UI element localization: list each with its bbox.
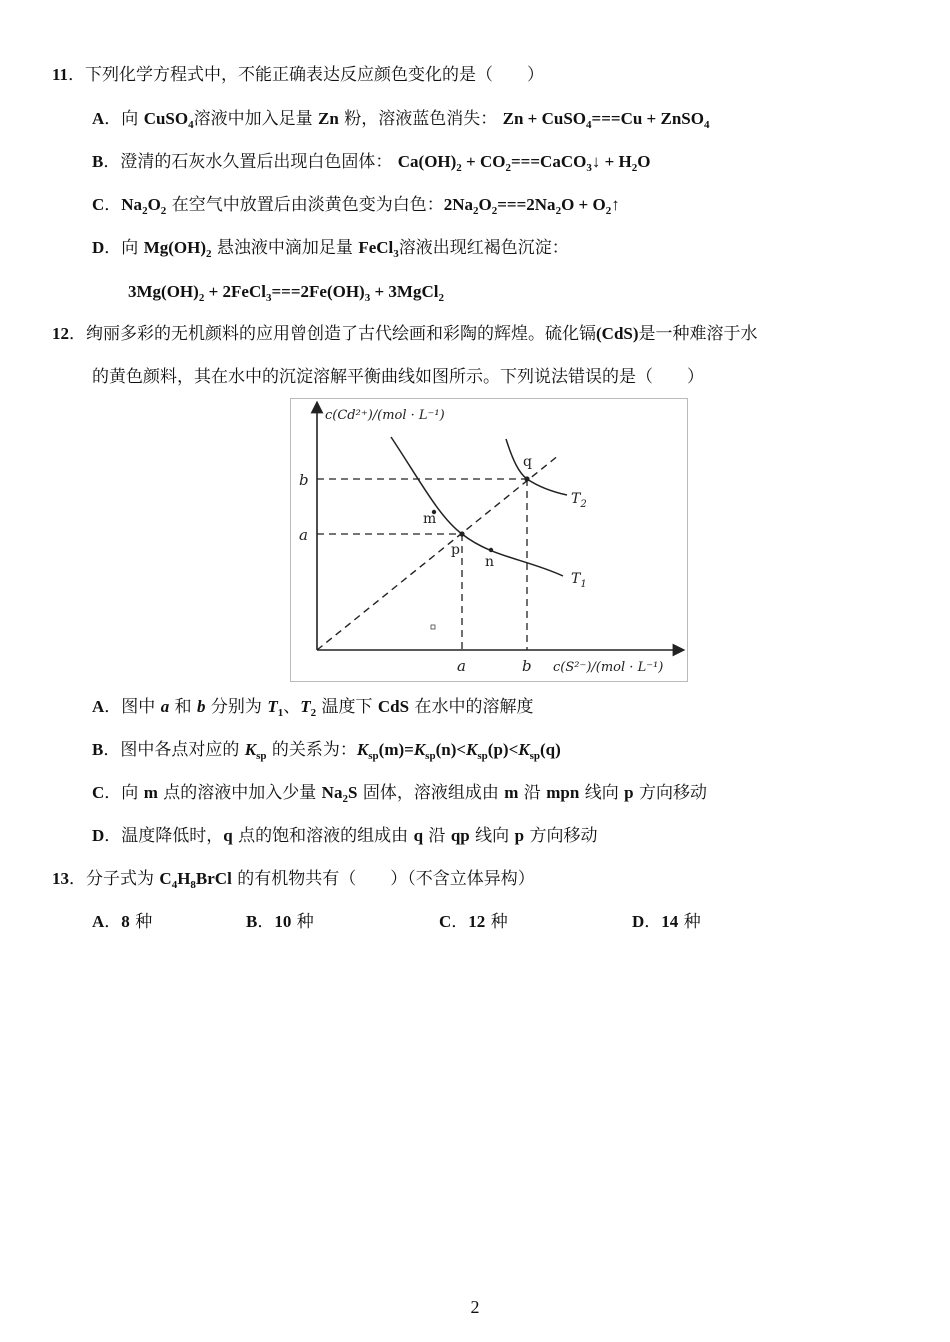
q13-option-a: A．8 种 (92, 912, 153, 932)
q12-figure (290, 398, 688, 682)
point-p (459, 531, 464, 536)
diagonal-line (317, 455, 559, 650)
q11-option-a: A．向 CuSO$_4$溶液中加入足量 Zn 粉，溶液蓝色消失： Zn + CuSO$_4$===Cu + ZnSO$_4$ (92, 109, 710, 131)
q12-stem-line1: 12．绚丽多彩的无机颜料的应用曾创造了古代绘画和彩陶的辉煌。硫化镉(CdS)是一种难溶于水 (52, 324, 758, 344)
q11-stem: 11．下列化学方程式中，不能正确表达反应颜色变化的是（ ） (52, 65, 545, 85)
label-m: m (423, 511, 437, 527)
x-tick-b: b (522, 657, 532, 675)
q13-option-d: D．14 种 (632, 912, 701, 932)
curve-t1 (391, 437, 563, 576)
y-axis-label: c(Cd²⁺)/(mol · L⁻¹) (325, 408, 445, 423)
x-tick-a: a (457, 657, 466, 675)
q12-option-a: A．图中 a 和 b 分别为 $T_1$、$T_2$ 温度下 CdS 在水中的溶解度 (92, 697, 534, 719)
q13-option-b: B．10 种 (246, 912, 314, 932)
y-tick-a: a (299, 526, 308, 544)
point-q (524, 476, 529, 481)
q13-stem: 13．分子式为 $C_4H_8BrCl$ 的有机物共有（ ）（不含立体异构） (52, 869, 535, 891)
label-p: p (451, 542, 460, 558)
q13-option-c: C．12 种 (439, 912, 508, 932)
q12-stem-line2: 的黄色颜料，其在水中的沉淀溶解平衡曲线如图所示。下列说法错误的是（ ） (92, 367, 704, 387)
label-n: n (485, 554, 495, 570)
label-t1: $T_1$ (571, 571, 587, 590)
curve-t2 (506, 439, 567, 495)
page-number: 2 (470, 1297, 480, 1317)
small-square-mark (431, 625, 435, 629)
q12-option-d: D．温度降低时，q 点的饱和溶液的组成由 q 沿 qp 线向 p 方向移动 (92, 826, 598, 846)
x-axis-label: c(S²⁻)/(mol · L⁻¹) (553, 660, 664, 675)
q11-option-d-equation: $3Mg(OH)_2$ + $2FeCl_3===2Fe(OH)_3$ + 3MgCl$_2$ (128, 282, 444, 304)
q11-option-d: D．向 $Mg(OH)_2$ 悬浊液中滴加足量 FeCl$_3$溶液出现红褐色沉淀： (92, 238, 569, 260)
label-t2: $T_2$ (571, 491, 587, 510)
y-tick-b: b (299, 471, 309, 489)
q12-option-c: C．向 m 点的溶液中加入少量 $Na_2S$ 固体，溶液组成由 m 沿 mpn 线向 p 方向移动 (92, 783, 707, 805)
q12-option-b: B．图中各点对应的 $K_{sp}$ 的关系为：$K_{sp}(m)=K_{sp}(n)<K_{sp}(p)<K_{sp}(q)$ (92, 740, 561, 762)
solubility-chart (291, 399, 689, 683)
q11-option-b: B．澄清的石灰水久置后出现白色固体： $Ca(OH)_2$ + $CO_2===CaCO_3↓ + H_2O$ (92, 152, 651, 174)
q11-option-c: C．$Na_2O_2$ 在空气中放置后由淡黄色变为白色：$2Na_2O_2===2Na_2O$ + $O_2↑$ (92, 195, 620, 217)
point-n (489, 548, 493, 552)
label-q: q (523, 454, 532, 470)
